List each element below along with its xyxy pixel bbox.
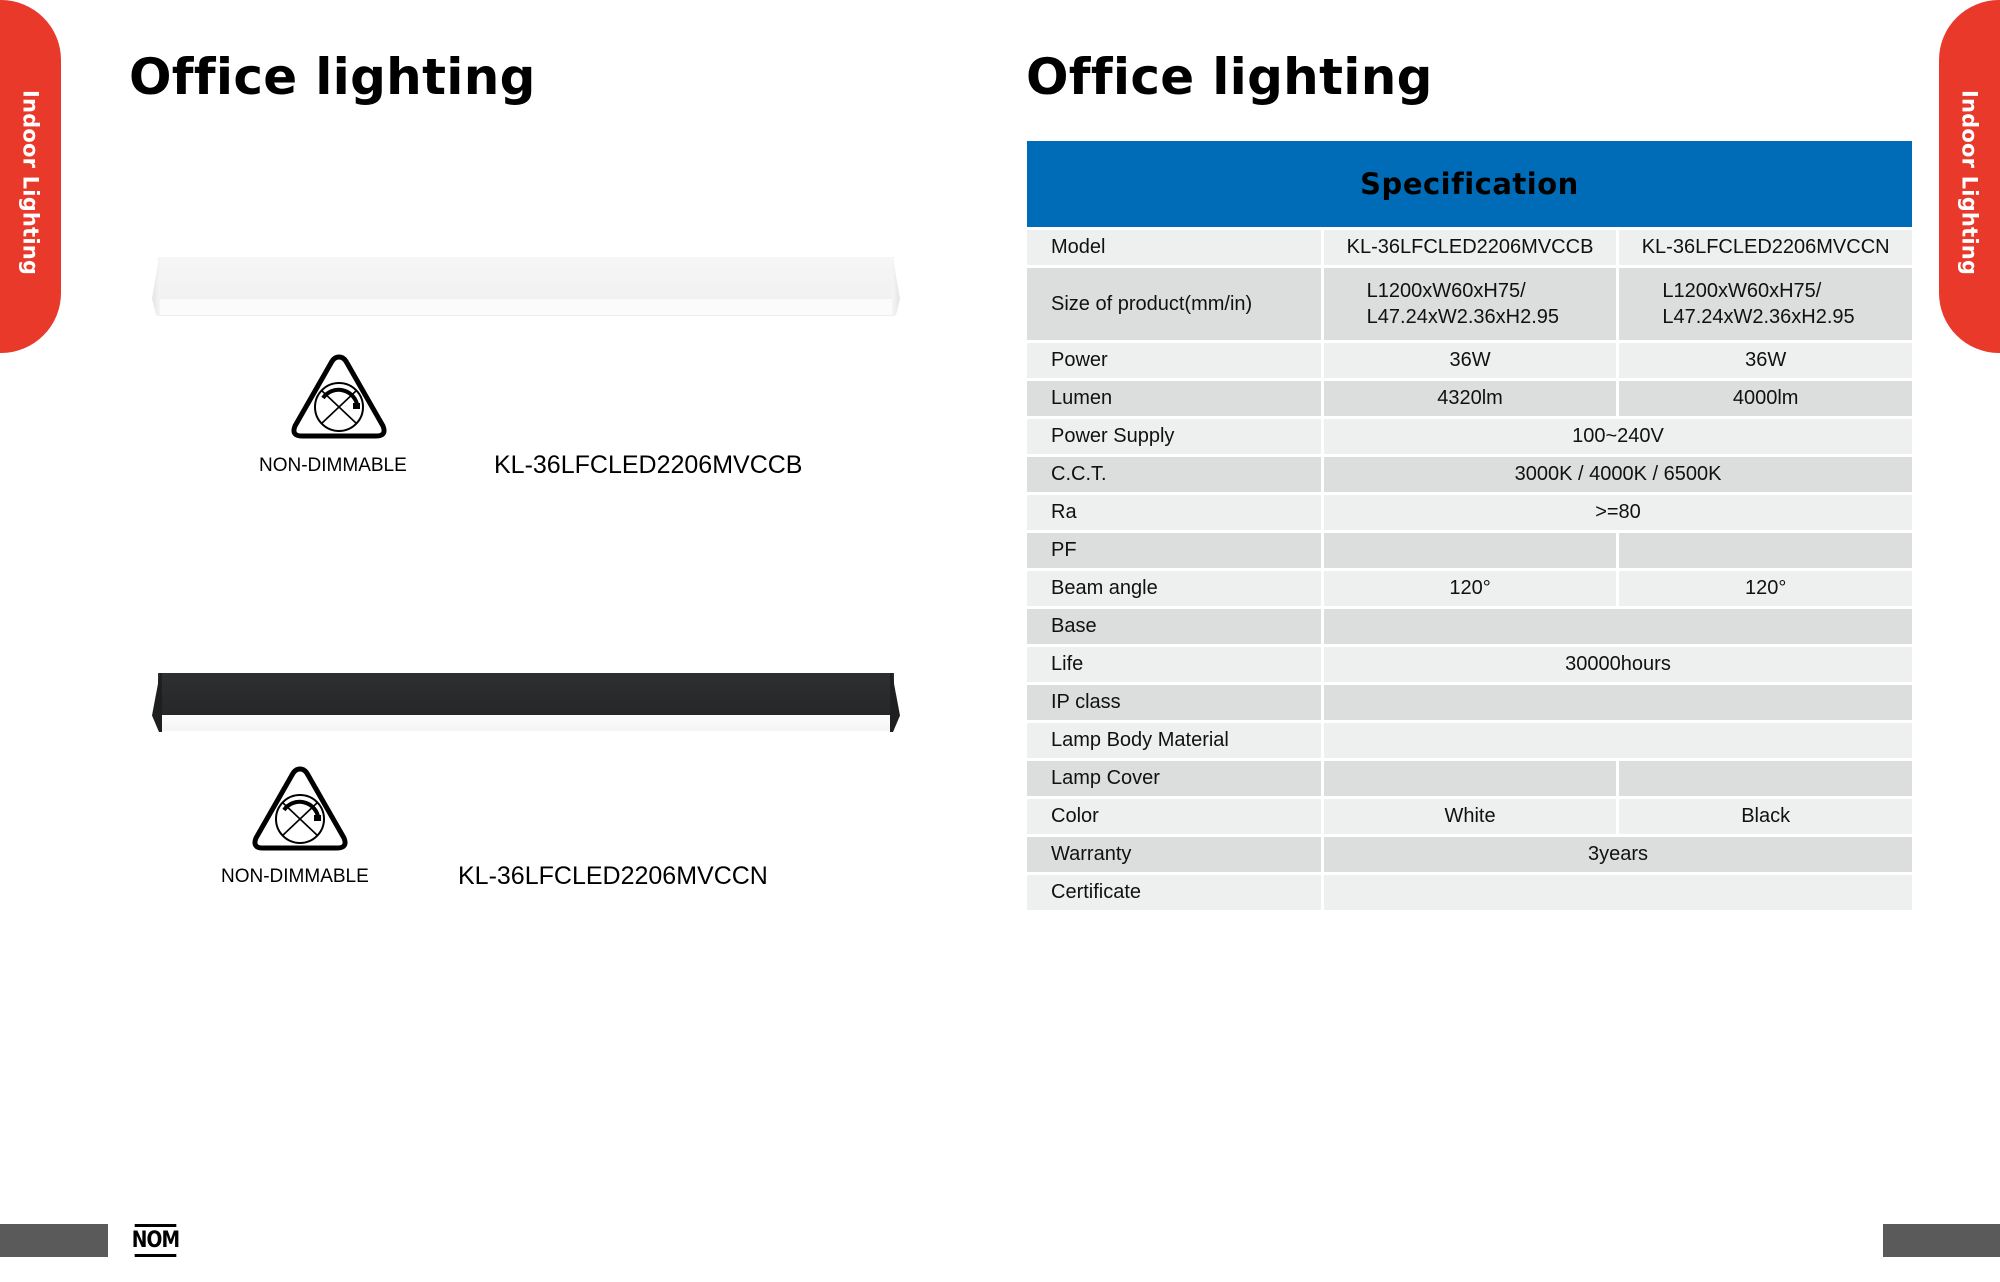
spec-value: 120° (1321, 571, 1617, 606)
spec-row (1027, 606, 1912, 644)
product-model-label: KL-36LFCLED2206MVCCN (458, 862, 768, 890)
non-dimmable-label: NON-DIMMABLE (221, 866, 369, 887)
spec-label: Warranty (1027, 837, 1321, 872)
spec-row (1027, 568, 1912, 606)
spec-value: 4000lm (1616, 381, 1912, 416)
spec-value: 120° (1616, 571, 1912, 606)
spec-label: Color (1027, 799, 1321, 834)
spec-row (1027, 227, 1912, 265)
spec-row (1027, 720, 1912, 758)
spec-value (1321, 723, 1912, 758)
spec-row (1027, 872, 1912, 910)
non-dimmable-icon (290, 352, 388, 442)
spec-row (1027, 265, 1912, 340)
spec-value (1321, 268, 1617, 340)
non-dimmable-label: NON-DIMMABLE (259, 455, 407, 476)
spec-label: C.C.T. (1027, 457, 1321, 492)
specification-header: Specification (1027, 141, 1912, 227)
spec-value: 100~240V (1321, 419, 1912, 454)
spec-row (1027, 682, 1912, 720)
spec-value-line: L47.24xW2.36xH2.95 (1662, 306, 1855, 328)
spec-label: PF (1027, 533, 1321, 568)
spec-label: Lumen (1027, 381, 1321, 416)
product-model-label: KL-36LFCLED2206MVCCB (494, 451, 803, 479)
spec-value: 30000hours (1321, 647, 1912, 682)
spec-label: IP class (1027, 685, 1321, 720)
spec-label: Lamp Cover (1027, 761, 1321, 796)
section-tab-label: Indoor Lighting (18, 90, 43, 276)
spec-value (1321, 875, 1912, 910)
spec-value: 3000K / 4000K / 6500K (1321, 457, 1912, 492)
product-image-white-linear-light (152, 257, 900, 317)
spec-row (1027, 530, 1912, 568)
spec-row (1027, 378, 1912, 416)
spec-row (1027, 454, 1912, 492)
spec-row (1027, 492, 1912, 530)
spec-label: Base (1027, 609, 1321, 644)
spec-value: KL-36LFCLED2206MVCCN (1616, 230, 1912, 265)
spec-value-line: L1200xW60xH75/ (1662, 280, 1822, 302)
spec-value: 4320lm (1321, 381, 1617, 416)
spec-value: 3years (1321, 837, 1912, 872)
section-tab-left (0, 0, 61, 353)
spec-row (1027, 416, 1912, 454)
spec-value: White (1321, 799, 1617, 834)
spec-label: Ra (1027, 495, 1321, 530)
spec-value: Black (1616, 799, 1912, 834)
spec-value (1321, 761, 1617, 796)
spec-row (1027, 834, 1912, 872)
spec-label: Size of product(mm/in) (1027, 268, 1321, 340)
spec-row (1027, 340, 1912, 378)
specification-table (1027, 141, 1912, 910)
footer-bar-right (1883, 1224, 2000, 1257)
section-tab-label: Indoor Lighting (1957, 90, 1982, 276)
spec-value: KL-36LFCLED2206MVCCB (1321, 230, 1617, 265)
spec-value-line: L1200xW60xH75/ (1366, 280, 1526, 302)
spec-value: 36W (1616, 343, 1912, 378)
spec-label: Model (1027, 230, 1321, 265)
spec-label: Power (1027, 343, 1321, 378)
spec-value (1321, 609, 1912, 644)
spec-row (1027, 758, 1912, 796)
spec-value (1616, 268, 1912, 340)
section-tab-right (1939, 0, 2000, 353)
spec-value-line: L47.24xW2.36xH2.95 (1366, 306, 1559, 328)
spec-value (1321, 685, 1912, 720)
spec-label: Lamp Body Material (1027, 723, 1321, 758)
spec-row (1027, 644, 1912, 682)
spec-value (1616, 761, 1912, 796)
spec-label: Power Supply (1027, 419, 1321, 454)
spec-label: Beam angle (1027, 571, 1321, 606)
nom-certification-logo: NOM (135, 1224, 177, 1257)
footer-bar-left (0, 1224, 108, 1257)
spec-value: >=80 (1321, 495, 1912, 530)
spec-value (1616, 533, 1912, 568)
page-title-right: Office lighting (1026, 48, 1433, 106)
non-dimmable-icon (251, 764, 349, 854)
spec-value (1321, 533, 1617, 568)
product-image-black-linear-light (152, 673, 900, 733)
spec-value: 36W (1321, 343, 1617, 378)
page-title-left: Office lighting (129, 48, 536, 106)
spec-label: Life (1027, 647, 1321, 682)
spec-label: Certificate (1027, 875, 1321, 910)
spec-row (1027, 796, 1912, 834)
